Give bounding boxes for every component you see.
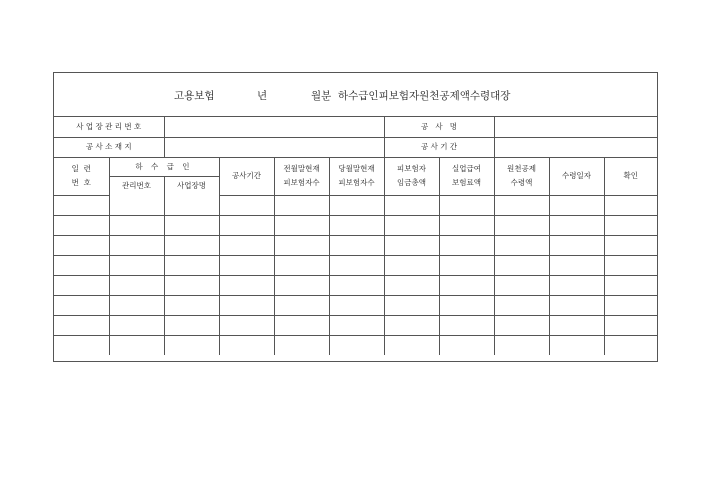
wage-header-line1: 피보험자 xyxy=(397,164,426,173)
table-row xyxy=(54,255,657,275)
table-row xyxy=(54,275,657,295)
serial-header-line1: 일 련 xyxy=(71,164,91,173)
table-cell[interactable] xyxy=(549,255,604,275)
ledger-body xyxy=(54,195,657,355)
table-cell[interactable] xyxy=(109,315,164,335)
subcontractor-header: 하 수 급 인 xyxy=(109,157,219,176)
table-cell[interactable] xyxy=(219,295,274,315)
table-cell[interactable] xyxy=(54,235,109,255)
prev-month-header xyxy=(274,157,329,195)
table-cell[interactable] xyxy=(329,195,384,215)
table-cell[interactable] xyxy=(274,315,329,335)
construction-period-label: 공 사 기 간 xyxy=(384,137,494,157)
table-cell[interactable] xyxy=(384,235,439,255)
table-cell[interactable] xyxy=(54,275,109,295)
table-cell[interactable] xyxy=(329,295,384,315)
table-cell[interactable] xyxy=(54,195,109,215)
table-cell[interactable] xyxy=(549,215,604,235)
table-cell[interactable] xyxy=(439,215,494,235)
construction-name-field[interactable] xyxy=(494,117,657,137)
info-row-1 xyxy=(54,117,657,137)
business-name-header: 사업장명 xyxy=(164,176,219,195)
table-cell[interactable] xyxy=(164,235,219,255)
table-cell[interactable] xyxy=(494,315,549,335)
table-cell[interactable] xyxy=(494,295,549,315)
table-cell[interactable] xyxy=(219,275,274,295)
form-title xyxy=(54,73,657,117)
table-cell[interactable] xyxy=(329,315,384,335)
info-row-2 xyxy=(54,137,657,157)
table-cell[interactable] xyxy=(54,255,109,275)
title-ledger-name: 하수급인피보험자원천공제액수령대장 xyxy=(338,90,511,102)
table-cell[interactable] xyxy=(164,255,219,275)
table-cell[interactable] xyxy=(54,335,109,355)
table-cell[interactable] xyxy=(494,235,549,255)
table-cell[interactable] xyxy=(274,335,329,355)
table-cell[interactable] xyxy=(439,275,494,295)
table-cell[interactable] xyxy=(164,195,219,215)
table-cell[interactable] xyxy=(274,235,329,255)
table-cell[interactable] xyxy=(604,275,657,295)
table-row xyxy=(54,195,657,215)
table-cell[interactable] xyxy=(164,315,219,335)
ledger-table xyxy=(54,117,657,355)
business-mgmt-no-label: 사 업 장 관 리 번 호 xyxy=(54,117,164,137)
table-cell[interactable] xyxy=(219,235,274,255)
table-cell[interactable] xyxy=(329,215,384,235)
table-cell[interactable] xyxy=(274,275,329,295)
table-row xyxy=(54,235,657,255)
table-cell[interactable] xyxy=(384,295,439,315)
table-cell[interactable] xyxy=(439,295,494,315)
table-row xyxy=(54,335,657,355)
table-cell[interactable] xyxy=(549,275,604,295)
table-cell[interactable] xyxy=(604,255,657,275)
table-cell[interactable] xyxy=(164,275,219,295)
table-cell[interactable] xyxy=(54,215,109,235)
withholding-header-line1: 원천공제 xyxy=(507,164,536,173)
table-cell[interactable] xyxy=(109,195,164,215)
construction-location-label: 공 사 소 재 지 xyxy=(54,137,164,157)
title-month: 월분 xyxy=(311,90,332,102)
table-cell[interactable] xyxy=(164,295,219,315)
table-cell[interactable] xyxy=(549,335,604,355)
table-cell[interactable] xyxy=(494,335,549,355)
table-row xyxy=(54,215,657,235)
prev-month-header-line2: 피보험자수 xyxy=(283,178,320,187)
table-cell[interactable] xyxy=(384,215,439,235)
construction-period-field[interactable] xyxy=(494,137,657,157)
table-cell[interactable] xyxy=(329,335,384,355)
table-cell[interactable] xyxy=(109,275,164,295)
table-cell[interactable] xyxy=(604,335,657,355)
serial-header xyxy=(54,157,109,195)
table-cell[interactable] xyxy=(274,215,329,235)
table-cell[interactable] xyxy=(274,295,329,315)
table-cell[interactable] xyxy=(109,295,164,315)
curr-month-header-line1: 당월말현재 xyxy=(338,164,375,173)
table-cell[interactable] xyxy=(494,275,549,295)
table-cell[interactable] xyxy=(604,195,657,215)
receipt-date-header: 수령일자 xyxy=(549,157,604,195)
table-cell[interactable] xyxy=(109,255,164,275)
prev-month-header-line1: 전월말현재 xyxy=(283,164,320,173)
withholding-header xyxy=(494,157,549,195)
confirm-header: 확인 xyxy=(604,157,657,195)
construction-location-field[interactable] xyxy=(164,137,384,157)
table-cell[interactable] xyxy=(439,315,494,335)
table-cell[interactable] xyxy=(494,255,549,275)
table-cell[interactable] xyxy=(494,215,549,235)
table-cell[interactable] xyxy=(164,335,219,355)
premium-header-line2: 보험료액 xyxy=(452,178,481,187)
business-mgmt-no-field[interactable] xyxy=(164,117,384,137)
construction-name-label: 공 사 명 xyxy=(384,117,494,137)
table-cell[interactable] xyxy=(54,295,109,315)
table-cell[interactable] xyxy=(329,235,384,255)
table-cell[interactable] xyxy=(109,215,164,235)
table-cell[interactable] xyxy=(329,255,384,275)
table-cell[interactable] xyxy=(54,315,109,335)
table-cell[interactable] xyxy=(439,195,494,215)
table-cell[interactable] xyxy=(439,335,494,355)
table-cell[interactable] xyxy=(494,195,549,215)
table-cell[interactable] xyxy=(384,275,439,295)
table-cell[interactable] xyxy=(219,215,274,235)
table-cell[interactable] xyxy=(549,315,604,335)
table-cell[interactable] xyxy=(604,235,657,255)
table-cell[interactable] xyxy=(604,315,657,335)
table-cell[interactable] xyxy=(164,215,219,235)
wage-header-line2: 임금총액 xyxy=(397,178,426,187)
table-cell[interactable] xyxy=(274,195,329,215)
table-cell[interactable] xyxy=(549,195,604,215)
table-cell[interactable] xyxy=(219,315,274,335)
table-cell[interactable] xyxy=(604,295,657,315)
table-cell[interactable] xyxy=(329,275,384,295)
table-cell[interactable] xyxy=(384,315,439,335)
premium-header-line1: 실업급여 xyxy=(452,164,481,173)
table-cell[interactable] xyxy=(109,235,164,255)
table-cell[interactable] xyxy=(439,255,494,275)
table-cell[interactable] xyxy=(219,195,274,215)
table-cell[interactable] xyxy=(604,215,657,235)
table-cell[interactable] xyxy=(439,235,494,255)
table-cell[interactable] xyxy=(384,255,439,275)
serial-header-line2: 번 호 xyxy=(71,178,91,187)
table-cell[interactable] xyxy=(384,195,439,215)
premium-header xyxy=(439,157,494,195)
title-insurance: 고용보험 xyxy=(174,90,215,102)
curr-month-header-line2: 피보험자수 xyxy=(338,178,375,187)
period-header: 공사기간 xyxy=(219,157,274,195)
table-cell[interactable] xyxy=(219,335,274,355)
table-cell[interactable] xyxy=(274,255,329,275)
table-cell[interactable] xyxy=(109,335,164,355)
curr-month-header xyxy=(329,157,384,195)
mgmt-no-header: 관리번호 xyxy=(109,176,164,195)
table-cell[interactable] xyxy=(549,295,604,315)
table-cell[interactable] xyxy=(219,255,274,275)
title-year: 년 xyxy=(257,90,268,102)
wage-header xyxy=(384,157,439,195)
withholding-header-line2: 수령액 xyxy=(510,178,533,187)
table-cell[interactable] xyxy=(549,235,604,255)
table-cell[interactable] xyxy=(384,335,439,355)
header-row-1 xyxy=(54,157,657,176)
ledger-form xyxy=(53,72,658,362)
table-row xyxy=(54,295,657,315)
table-row xyxy=(54,315,657,335)
